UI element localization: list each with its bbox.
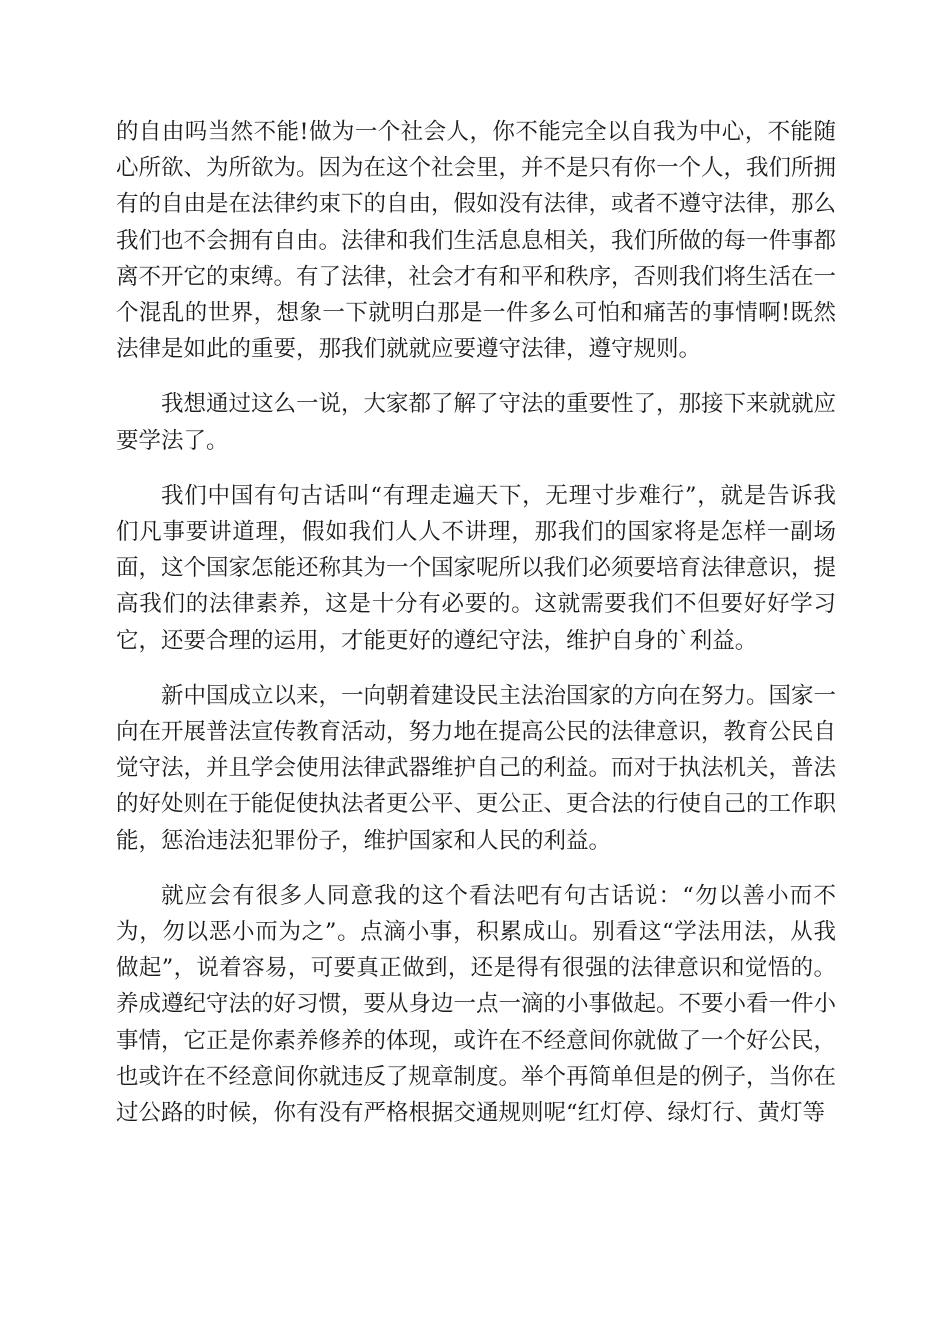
paragraph-2: 我想通过这么一说，大家都了解了守法的重要性了，那接下来就就应要学法了。 <box>116 391 837 454</box>
paragraph-5: 就应会有很多人同意我的这个看法吧有句古话说：“勿以善小而不为，勿以恶小而为之”。点滴小事，积累成山。别看这“学法用法，从我做起”，说着容易，可要真正做到，还是得有很强的法律意识和觉悟的。养成遵纪守法的好习惯，要从身边一点一滴的小事做起。不要小看一件小事情，它正是你素养修养的体现，或许在不经意间你就做了一个好公民，也或许在不经意间你就违反了规章制度。举个再简单但是的例子，当你在过公路的时候，你有没有严格根据交通规则呢“红灯停、绿灯行、黄灯等 <box>116 882 837 1127</box>
paragraph-3: 我们中国有句古话叫“有理走遍天下，无理寸步难行”，就是告诉我们凡事要讲道理，假如我们人人不讲理，那我们的国家将是怎样一副场面，这个国家怎能还称其为一个国家呢所以我们必须要培育法律意识，提高我们的法律素养，这是十分有必要的。这就需要我们不但要好好学习它，还要合理的运用，才能更好的遵纪守法，维护自身的`利益。 <box>116 482 837 654</box>
paragraph-4: 新中国成立以来，一向朝着建设民主法治国家的方向在努力。国家一向在开展普法宣传教育活动，努力地在提高公民的法律意识，教育公民自觉守法，并且学会使用法律武器维护自己的利益。而对于执法机关，普法的好处则在于能促使执法者更公平、更公正、更合法的行使自己的工作职能，惩治违法犯罪份子，维护国家和人民的利益。 <box>116 682 837 854</box>
paragraph-1: 的自由吗当然不能!做为一个社会人，你不能完全以自我为中心，不能随心所欲、为所欲为。因为在这个社会里，并不是只有你一个人，我们所拥有的自由是在法律约束下的自由，假如没有法律，或者不遵守法律，那么我们也不会拥有自由。法律和我们生活息息相关，我们所做的每一件事都离不开它的束缚。有了法律，社会才有和平和秩序，否则我们将生活在一个混乱的世界，想象一下就明白那是一件多么可怕和痛苦的事情啊!既然法律是如此的重要，那我们就就应要遵守法律，遵守规则。 <box>116 119 837 363</box>
document-body <box>116 114 836 1150</box>
